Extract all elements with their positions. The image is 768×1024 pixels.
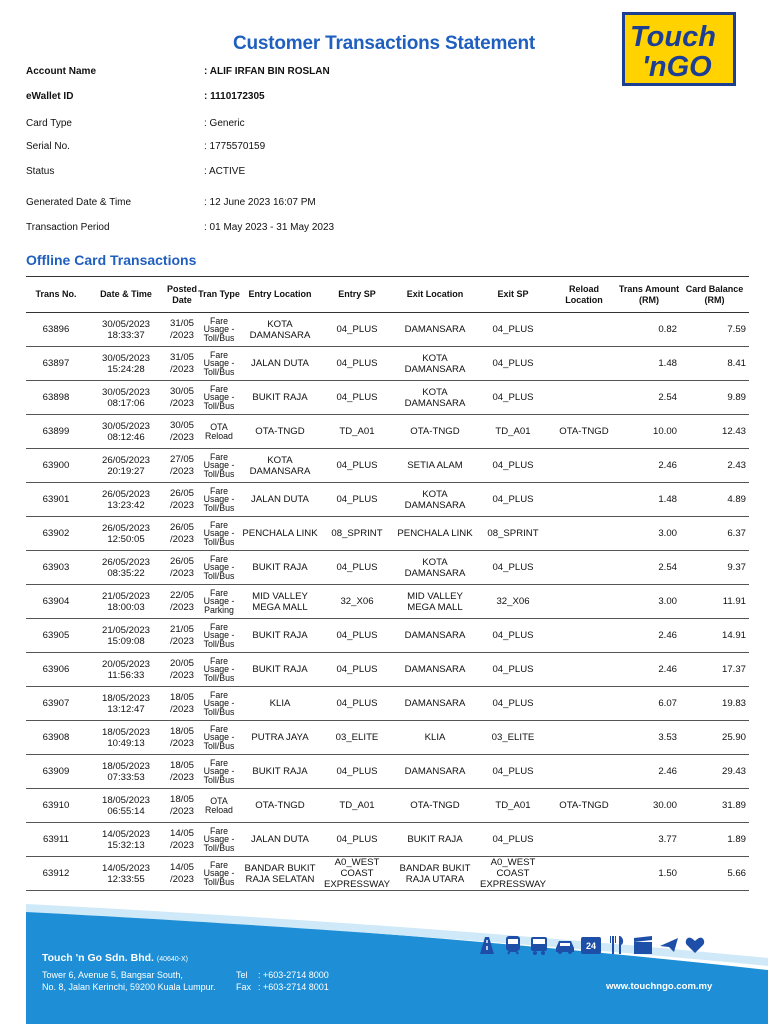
table-cell: 04_PLUS bbox=[476, 483, 550, 517]
table-cell: Fare Usage - Toll/Bus bbox=[198, 857, 240, 891]
column-header: Reload Location bbox=[550, 277, 618, 313]
table-cell: Fare Usage - Toll/Bus bbox=[198, 721, 240, 755]
table-cell: 25.90 bbox=[680, 721, 749, 755]
table-cell: 2.46 bbox=[618, 619, 680, 653]
table-cell: 63902 bbox=[26, 517, 86, 551]
dining-icon bbox=[606, 934, 628, 956]
table-cell: 18/05/2023 13:12:47 bbox=[86, 687, 166, 721]
table-cell: 2.46 bbox=[618, 755, 680, 789]
table-cell: 63901 bbox=[26, 483, 86, 517]
table-cell: 63896 bbox=[26, 313, 86, 347]
column-header: Tran Type bbox=[198, 277, 240, 313]
table-cell: 4.89 bbox=[680, 483, 749, 517]
table-cell bbox=[550, 619, 618, 653]
svg-text:'nGO: 'nGO bbox=[642, 51, 712, 83]
table-cell bbox=[550, 551, 618, 585]
table-cell bbox=[550, 823, 618, 857]
table-cell: 30/05 /2023 bbox=[166, 415, 198, 449]
table-cell: 26/05/2023 20:19:27 bbox=[86, 449, 166, 483]
table-cell: 04_PLUS bbox=[320, 381, 394, 415]
table-cell: BUKIT RAJA bbox=[240, 619, 320, 653]
table-cell: BUKIT RAJA bbox=[240, 755, 320, 789]
table-cell: 04_PLUS bbox=[320, 313, 394, 347]
table-cell: 2.43 bbox=[680, 449, 749, 483]
table-cell: 04_PLUS bbox=[476, 755, 550, 789]
table-cell: 04_PLUS bbox=[320, 823, 394, 857]
footer-company: Touch 'n Go Sdn. Bhd. (40640-X) bbox=[42, 952, 189, 964]
info-label: Status bbox=[26, 166, 55, 177]
table-cell: MID VALLEY MEGA MALL bbox=[394, 585, 476, 619]
table-cell: 30.00 bbox=[618, 789, 680, 823]
table-cell: Fare Usage - Toll/Bus bbox=[198, 687, 240, 721]
car-icon bbox=[554, 934, 576, 956]
table-cell: 04_PLUS bbox=[476, 823, 550, 857]
transactions-table bbox=[26, 276, 749, 891]
table-cell: KOTA DAMANSARA bbox=[394, 347, 476, 381]
table-cell: 2.54 bbox=[618, 551, 680, 585]
table-cell: Fare Usage - Toll/Bus bbox=[198, 755, 240, 789]
table-cell: 30/05/2023 18:33:37 bbox=[86, 313, 166, 347]
table-cell: KLIA bbox=[394, 721, 476, 755]
cinema-icon bbox=[632, 934, 654, 956]
table-cell: 30/05/2023 15:24:28 bbox=[86, 347, 166, 381]
touchngo-logo bbox=[622, 12, 736, 86]
column-header: Exit Location bbox=[394, 277, 476, 313]
table-cell: Fare Usage - Toll/Bus bbox=[198, 449, 240, 483]
table-row bbox=[26, 415, 749, 449]
table-cell: BANDAR BUKIT RAJA UTARA bbox=[394, 857, 476, 891]
table-cell: 0.82 bbox=[618, 313, 680, 347]
table-cell: 63912 bbox=[26, 857, 86, 891]
table-cell: TD_A01 bbox=[476, 415, 550, 449]
table-cell: 10.00 bbox=[618, 415, 680, 449]
table-cell: 04_PLUS bbox=[320, 449, 394, 483]
table-cell: 31.89 bbox=[680, 789, 749, 823]
table-cell: KLIA bbox=[240, 687, 320, 721]
table-row bbox=[26, 585, 749, 619]
table-cell: 1.48 bbox=[618, 483, 680, 517]
table-cell: 18/05 /2023 bbox=[166, 755, 198, 789]
table-cell: 27/05 /2023 bbox=[166, 449, 198, 483]
footer-address-2: No. 8, Jalan Kerinchi, 59200 Kuala Lumpur. bbox=[42, 982, 216, 992]
table-cell: 04_PLUS bbox=[320, 653, 394, 687]
table-cell: 11.91 bbox=[680, 585, 749, 619]
table-cell: 6.07 bbox=[618, 687, 680, 721]
table-cell: 32_X06 bbox=[320, 585, 394, 619]
column-header: Entry Location bbox=[240, 277, 320, 313]
table-cell: 30/05 /2023 bbox=[166, 381, 198, 415]
table-cell bbox=[550, 381, 618, 415]
table-cell: 14.91 bbox=[680, 619, 749, 653]
table-cell: Fare Usage - Toll/Bus bbox=[198, 619, 240, 653]
table-cell: SETIA ALAM bbox=[394, 449, 476, 483]
table-cell: JALAN DUTA bbox=[240, 483, 320, 517]
table-cell: OTA-TNGD bbox=[550, 789, 618, 823]
table-cell: 63900 bbox=[26, 449, 86, 483]
table-cell: KOTA DAMANSARA bbox=[240, 313, 320, 347]
highway-icon bbox=[476, 934, 498, 956]
table-cell: PUTRA JAYA bbox=[240, 721, 320, 755]
table-cell: 7.59 bbox=[680, 313, 749, 347]
table-cell: KOTA DAMANSARA bbox=[394, 381, 476, 415]
table-cell: BUKIT RAJA bbox=[240, 551, 320, 585]
table-cell bbox=[550, 313, 618, 347]
table-header-row bbox=[26, 277, 749, 313]
table-cell: DAMANSARA bbox=[394, 755, 476, 789]
table-cell: BANDAR BUKIT RAJA SELATAN bbox=[240, 857, 320, 891]
table-cell: KOTA DAMANSARA bbox=[394, 551, 476, 585]
table-cell: 3.00 bbox=[618, 517, 680, 551]
table-cell: 14/05 /2023 bbox=[166, 823, 198, 857]
table-cell: 26/05/2023 13:23:42 bbox=[86, 483, 166, 517]
table-cell: 04_PLUS bbox=[476, 381, 550, 415]
table-cell: Fare Usage - Toll/Bus bbox=[198, 483, 240, 517]
table-cell: 04_PLUS bbox=[320, 347, 394, 381]
table-row bbox=[26, 551, 749, 585]
table-cell: 26/05/2023 08:35:22 bbox=[86, 551, 166, 585]
table-cell: JALAN DUTA bbox=[240, 823, 320, 857]
table-cell: A0_WEST COAST EXPRESSWAY bbox=[476, 857, 550, 891]
info-value: : ACTIVE bbox=[204, 166, 246, 177]
table-row bbox=[26, 483, 749, 517]
table-cell: OTA-TNGD bbox=[394, 789, 476, 823]
table-cell: 22/05 /2023 bbox=[166, 585, 198, 619]
table-cell bbox=[550, 483, 618, 517]
table-cell: OTA Reload bbox=[198, 789, 240, 823]
table-cell: 20/05/2023 11:56:33 bbox=[86, 653, 166, 687]
table-cell: TD_A01 bbox=[476, 789, 550, 823]
svg-text:24: 24 bbox=[585, 941, 597, 951]
table-cell: TD_A01 bbox=[320, 789, 394, 823]
table-cell: 18/05 /2023 bbox=[166, 721, 198, 755]
table-cell: PENCHALA LINK bbox=[394, 517, 476, 551]
table-cell: 14/05/2023 12:33:55 bbox=[86, 857, 166, 891]
info-label: Card Type bbox=[26, 118, 72, 129]
table-cell bbox=[550, 585, 618, 619]
table-cell: 32_X06 bbox=[476, 585, 550, 619]
table-cell: BUKIT RAJA bbox=[394, 823, 476, 857]
page-title: Customer Transactions Statement bbox=[232, 33, 536, 54]
table-cell: 9.37 bbox=[680, 551, 749, 585]
table-cell: 18/05/2023 07:33:53 bbox=[86, 755, 166, 789]
table-cell: 1.50 bbox=[618, 857, 680, 891]
table-cell: Fare Usage - Toll/Bus bbox=[198, 347, 240, 381]
table-cell: 30/05/2023 08:17:06 bbox=[86, 381, 166, 415]
24h-icon bbox=[580, 934, 602, 956]
table-cell: 04_PLUS bbox=[476, 347, 550, 381]
table-cell: Fare Usage - Toll/Bus bbox=[198, 823, 240, 857]
info-value: : 12 June 2023 16:07 PM bbox=[204, 197, 316, 208]
info-label: Account Name bbox=[26, 66, 97, 77]
table-cell: 3.53 bbox=[618, 721, 680, 755]
table-cell: 63904 bbox=[26, 585, 86, 619]
table-cell: 31/05 /2023 bbox=[166, 347, 198, 381]
table-cell: 63903 bbox=[26, 551, 86, 585]
table-cell: 63906 bbox=[26, 653, 86, 687]
table-cell: 8.41 bbox=[680, 347, 749, 381]
table-cell: PENCHALA LINK bbox=[240, 517, 320, 551]
table-row bbox=[26, 381, 749, 415]
table-cell: 26/05 /2023 bbox=[166, 551, 198, 585]
section-title: Offline Card Transactions bbox=[26, 252, 197, 268]
table-cell: 18/05 /2023 bbox=[166, 789, 198, 823]
column-header: Posted Date bbox=[166, 277, 198, 313]
table-cell: 04_PLUS bbox=[476, 551, 550, 585]
table-cell bbox=[550, 687, 618, 721]
table-cell: Fare Usage - Parking bbox=[198, 585, 240, 619]
table-cell: 21/05/2023 18:00:03 bbox=[86, 585, 166, 619]
table-cell: 63898 bbox=[26, 381, 86, 415]
table-cell: BUKIT RAJA bbox=[240, 653, 320, 687]
column-header: Card Balance (RM) bbox=[680, 277, 749, 313]
table-cell: OTA Reload bbox=[198, 415, 240, 449]
table-cell: 63909 bbox=[26, 755, 86, 789]
table-cell: 9.89 bbox=[680, 381, 749, 415]
table-cell: 26/05/2023 12:50:05 bbox=[86, 517, 166, 551]
table-cell: DAMANSARA bbox=[394, 313, 476, 347]
table-cell: Fare Usage - Toll/Bus bbox=[198, 517, 240, 551]
table-cell: 31/05 /2023 bbox=[166, 313, 198, 347]
service-icons bbox=[476, 934, 706, 958]
table-cell bbox=[550, 857, 618, 891]
table-cell bbox=[550, 755, 618, 789]
table-cell: 1.48 bbox=[618, 347, 680, 381]
column-header: Trans Amount (RM) bbox=[618, 277, 680, 313]
info-value: : 1775570159 bbox=[204, 141, 266, 152]
bus-icon bbox=[528, 934, 550, 956]
table-row bbox=[26, 347, 749, 381]
table-cell: 63911 bbox=[26, 823, 86, 857]
table-cell: 04_PLUS bbox=[476, 449, 550, 483]
table-cell: 04_PLUS bbox=[476, 313, 550, 347]
table-row bbox=[26, 789, 749, 823]
table-row bbox=[26, 755, 749, 789]
info-value: : 1110172305 bbox=[204, 91, 265, 102]
table-cell: 18/05/2023 10:49:13 bbox=[86, 721, 166, 755]
table-cell: 04_PLUS bbox=[320, 687, 394, 721]
table-cell: 18/05 /2023 bbox=[166, 687, 198, 721]
table-cell: Fare Usage - Toll/Bus bbox=[198, 653, 240, 687]
table-cell: MID VALLEY MEGA MALL bbox=[240, 585, 320, 619]
table-cell bbox=[550, 517, 618, 551]
table-cell: OTA-TNGD bbox=[550, 415, 618, 449]
table-cell: 21/05/2023 15:09:08 bbox=[86, 619, 166, 653]
table-row bbox=[26, 517, 749, 551]
footer-address-1: Tower 6, Avenue 5, Bangsar South, bbox=[42, 970, 183, 980]
table-row bbox=[26, 823, 749, 857]
table-cell: DAMANSARA bbox=[394, 653, 476, 687]
info-label: Transaction Period bbox=[26, 222, 110, 233]
column-header: Date & Time bbox=[86, 277, 166, 313]
info-value: : Generic bbox=[204, 118, 245, 129]
footer-tel-label: Tel bbox=[236, 970, 248, 980]
table-cell bbox=[550, 721, 618, 755]
table-cell: 26/05 /2023 bbox=[166, 483, 198, 517]
table-row bbox=[26, 313, 749, 347]
table-cell: 63910 bbox=[26, 789, 86, 823]
table-cell: 3.77 bbox=[618, 823, 680, 857]
table-cell: Fare Usage - Toll/Bus bbox=[198, 381, 240, 415]
table-cell bbox=[550, 449, 618, 483]
table-cell: 19.83 bbox=[680, 687, 749, 721]
table-cell: 63905 bbox=[26, 619, 86, 653]
table-cell: OTA-TNGD bbox=[240, 415, 320, 449]
table-row bbox=[26, 449, 749, 483]
table-cell: 04_PLUS bbox=[476, 619, 550, 653]
info-value: : ALIF IRFAN BIN ROSLAN bbox=[204, 66, 330, 77]
column-header: Exit SP bbox=[476, 277, 550, 313]
table-row bbox=[26, 721, 749, 755]
table-cell: 08_SPRINT bbox=[476, 517, 550, 551]
table-cell: OTA-TNGD bbox=[394, 415, 476, 449]
svg-text:Touch: Touch bbox=[630, 21, 716, 53]
table-cell: 12.43 bbox=[680, 415, 749, 449]
table-cell: 63897 bbox=[26, 347, 86, 381]
info-label: eWallet ID bbox=[26, 91, 74, 102]
table-cell: 17.37 bbox=[680, 653, 749, 687]
table-cell bbox=[550, 347, 618, 381]
table-cell: 04_PLUS bbox=[320, 483, 394, 517]
info-label: Serial No. bbox=[26, 141, 70, 152]
heart-icon bbox=[684, 934, 706, 956]
table-cell: 21/05 /2023 bbox=[166, 619, 198, 653]
table-cell: DAMANSARA bbox=[394, 687, 476, 721]
table-cell: 04_PLUS bbox=[320, 619, 394, 653]
table-cell: 29.43 bbox=[680, 755, 749, 789]
table-cell: 6.37 bbox=[680, 517, 749, 551]
table-cell: 04_PLUS bbox=[476, 653, 550, 687]
table-cell: KOTA DAMANSARA bbox=[240, 449, 320, 483]
table-cell: 14/05/2023 15:32:13 bbox=[86, 823, 166, 857]
table-cell: Fare Usage - Toll/Bus bbox=[198, 551, 240, 585]
table-cell: 5.66 bbox=[680, 857, 749, 891]
column-header: Entry SP bbox=[320, 277, 394, 313]
table-cell: 63907 bbox=[26, 687, 86, 721]
info-label: Generated Date & Time bbox=[26, 197, 132, 208]
footer-fax: : +603-2714 8001 bbox=[258, 982, 329, 992]
table-cell: 2.46 bbox=[618, 449, 680, 483]
table-cell: Fare Usage - Toll/Bus bbox=[198, 313, 240, 347]
column-header: Trans No. bbox=[26, 277, 86, 313]
table-row bbox=[26, 857, 749, 891]
table-cell: BUKIT RAJA bbox=[240, 381, 320, 415]
table-cell: KOTA DAMANSARA bbox=[394, 483, 476, 517]
footer-tel: : +603-2714 8000 bbox=[258, 970, 329, 980]
footer-website[interactable]: www.touchngo.com.my bbox=[606, 981, 713, 992]
table-cell: TD_A01 bbox=[320, 415, 394, 449]
table-cell: 04_PLUS bbox=[320, 755, 394, 789]
table-row bbox=[26, 687, 749, 721]
table-cell: 20/05 /2023 bbox=[166, 653, 198, 687]
table-row bbox=[26, 653, 749, 687]
table-cell bbox=[550, 653, 618, 687]
table-cell: 03_ELITE bbox=[476, 721, 550, 755]
table-cell: JALAN DUTA bbox=[240, 347, 320, 381]
table-row bbox=[26, 619, 749, 653]
table-cell: 30/05/2023 08:12:46 bbox=[86, 415, 166, 449]
footer-fax-label: Fax bbox=[236, 982, 252, 992]
table-cell: 03_ELITE bbox=[320, 721, 394, 755]
table-cell: 1.89 bbox=[680, 823, 749, 857]
train-icon bbox=[502, 934, 524, 956]
info-value: : 01 May 2023 - 31 May 2023 bbox=[204, 222, 335, 233]
table-cell: DAMANSARA bbox=[394, 619, 476, 653]
table-cell: 04_PLUS bbox=[320, 551, 394, 585]
table-cell: 2.46 bbox=[618, 653, 680, 687]
table-cell: OTA-TNGD bbox=[240, 789, 320, 823]
table-cell: 2.54 bbox=[618, 381, 680, 415]
table-cell: 04_PLUS bbox=[476, 687, 550, 721]
table-cell: 26/05 /2023 bbox=[166, 517, 198, 551]
table-cell: 63899 bbox=[26, 415, 86, 449]
table-cell: A0_WEST COAST EXPRESSWAY bbox=[320, 857, 394, 891]
table-cell: 08_SPRINT bbox=[320, 517, 394, 551]
travel-icon bbox=[658, 934, 680, 956]
table-cell: 18/05/2023 06:55:14 bbox=[86, 789, 166, 823]
table-cell: 14/05 /2023 bbox=[166, 857, 198, 891]
table-cell: 63908 bbox=[26, 721, 86, 755]
table-cell: 3.00 bbox=[618, 585, 680, 619]
